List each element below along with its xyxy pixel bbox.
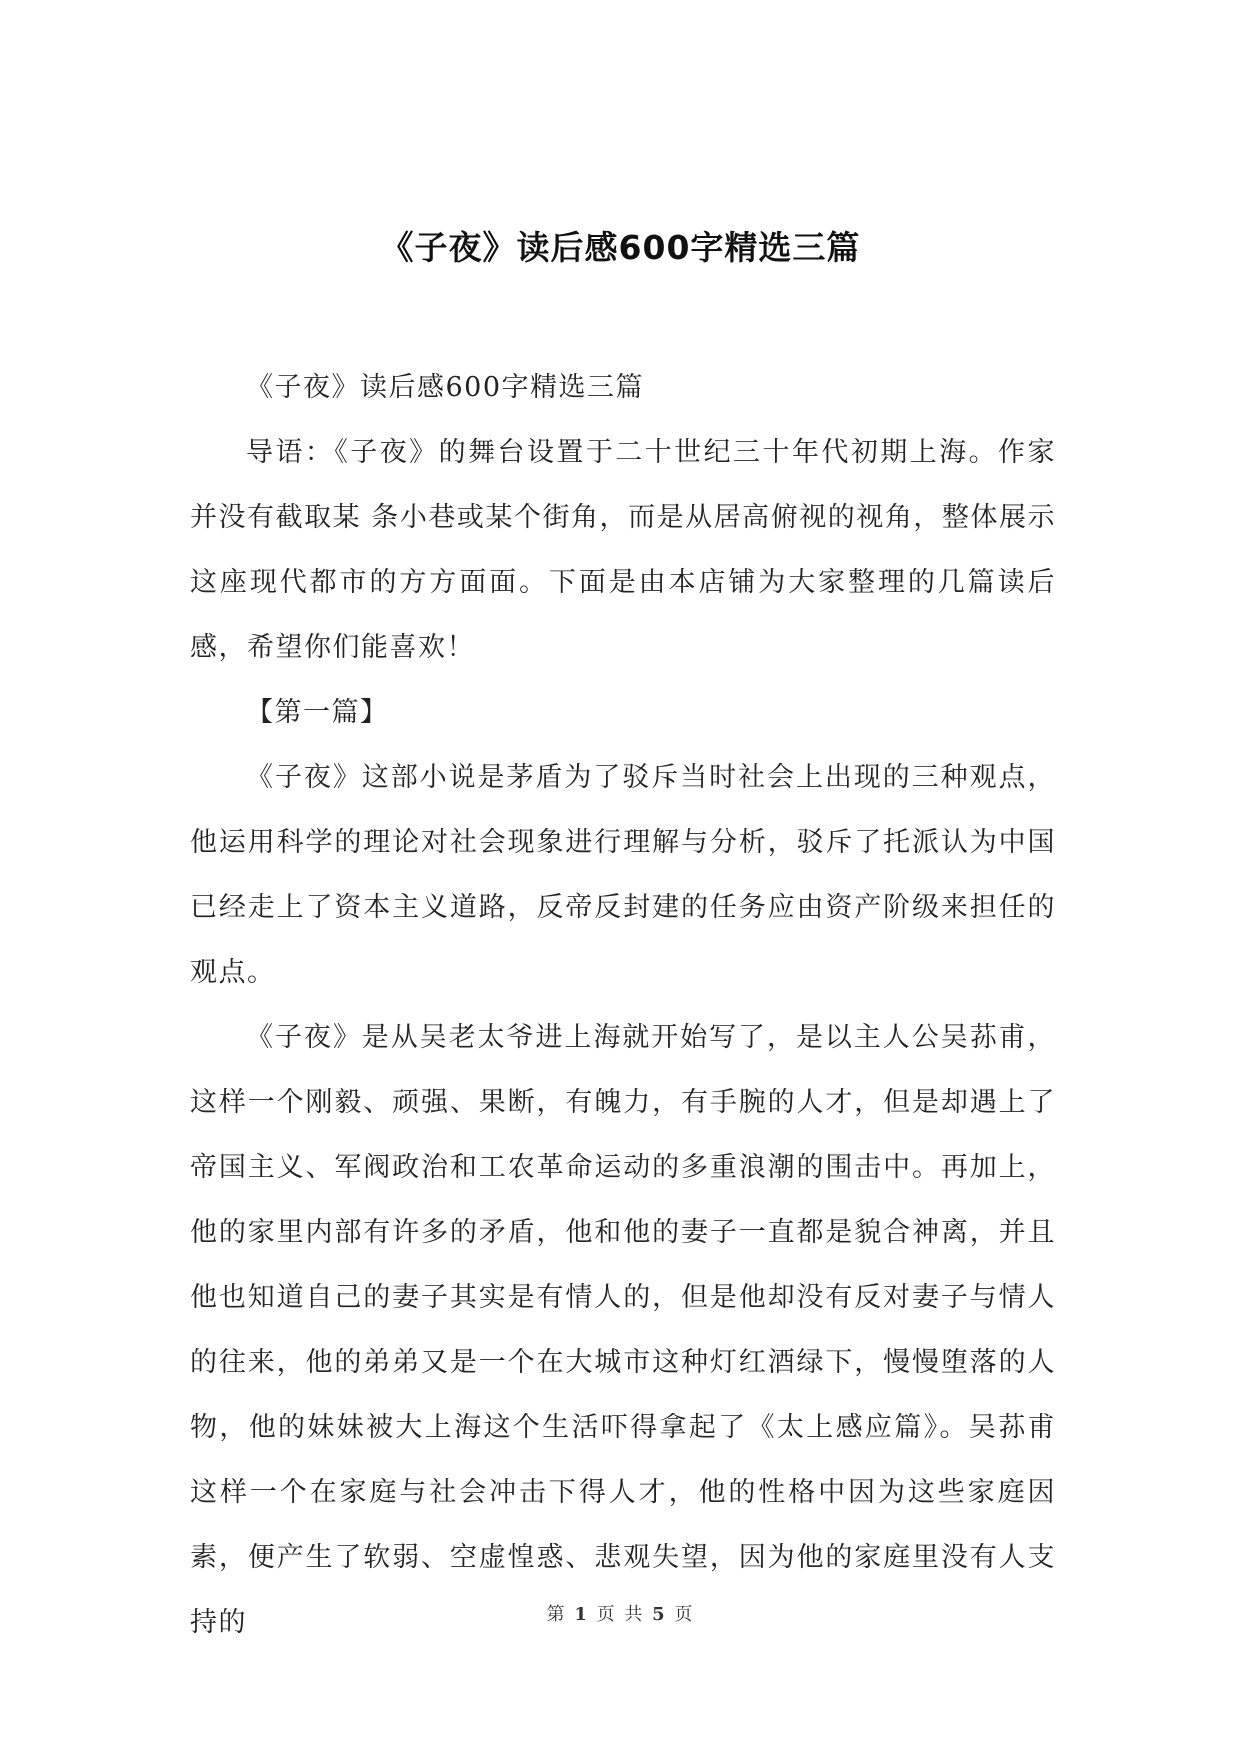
page-footer	[0, 1600, 1241, 1626]
paragraph-subtitle: 《子夜》读后感600字精选三篇	[246, 372, 645, 403]
document-title: 《子夜》读后感600字精选三篇	[380, 228, 861, 267]
section-heading: 【第一篇】	[246, 697, 389, 728]
paragraph: 《子夜》是从吴老太爷进上海就开始写了，是以主人公吴荪甫，这样一个刚毅、顽强、果断，有魄力，有手腕的人才，但是却遇上了帝国主义、军阀政治和工农革命运动的多重浪潮的围击中。再加上，他的家里内部有许多的矛盾，他和他的妻子一直都是貌合神离，并且他也知道自己的妻子其实是有情人的，但是他却没有反对妻子与情人的往来，他的弟弟又是一个在大城市这种灯红酒绿下，慢慢堕落的人物，他的妹妹被大上海这个生活吓得拿起了《太上感应篇》。吴荪甫这样一个在家庭与社会冲击下得人才，他的性格中因为这些家庭因素，便产生了软弱、空虚惶惑、悲观失望，因为他的家庭里没有人支持的	[190, 1022, 1056, 1638]
paragraph: 《子夜》这部小说是茅盾为了驳斥当时社会上出现的三种观点，他运用科学的理论对社会现象进行理解与分析，驳斥了托派认为中国已经走上了资本主义道路，反帝反封建的任务应由资产阶级来担任的观点。	[190, 762, 1056, 988]
footer-total-pages: 5	[652, 1604, 667, 1625]
footer-middle: 页 共	[596, 1604, 645, 1625]
footer-page-number: 1	[574, 1604, 589, 1625]
document-body	[190, 355, 1056, 1655]
footer-suffix: 页	[674, 1604, 695, 1625]
footer-prefix: 第	[546, 1604, 567, 1625]
paragraph-intro: 导语：《子夜》的舞台设置于二十世纪三十年代初期上海。作家并没有截取某 条小巷或某个街角，而是从居高俯视的视角，整体展示这座现代都市的方方面面。下面是由本店铺为大家整理的几篇读后感，希望你们能喜欢！	[190, 437, 1056, 663]
